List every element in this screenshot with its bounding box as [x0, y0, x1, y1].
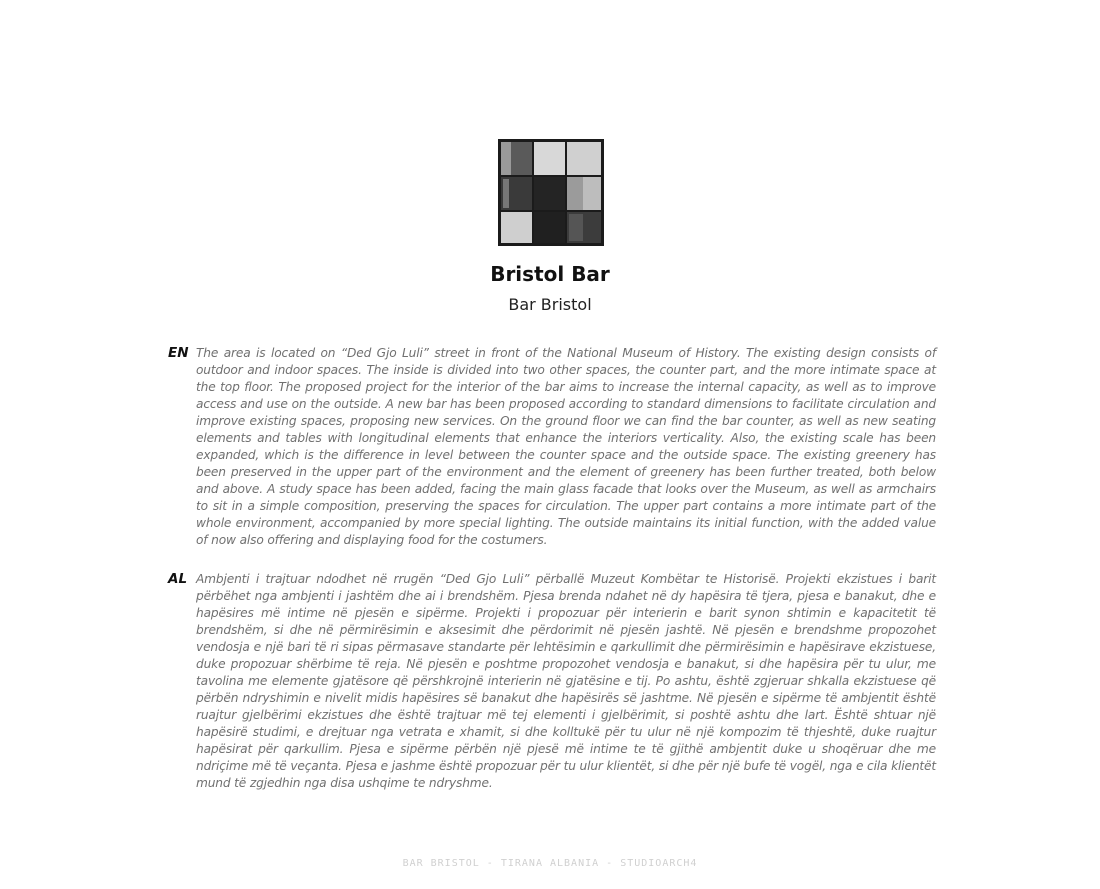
bristol-bar-logo-icon [498, 139, 604, 246]
footer-caption: BAR BRISTOL - TIRANA ALBANIA - STUDIOARCH4 [402, 858, 698, 869]
albanian-section [168, 571, 936, 792]
english-section [168, 345, 936, 549]
page-subtitle: Bar Bristol [508, 295, 592, 314]
language-code-al: AL [168, 571, 188, 587]
language-code-en: EN [168, 345, 189, 361]
page-title: Bristol Bar [490, 262, 610, 286]
albanian-description: Ambjenti i trajtuar ndodhet në rrugën “Ded Gjo Luli” përballë Muzeut Kombëtar te Historisë. Projekti ekzistues i barit përbëhet nga ambjenti i jashtëm dhe ai i brendshëm. Pjesa brenda ndahet në dy hapësira të tjera, pjesa e banakut, dhe e hapësires më intime në pjesën e sipërme. Projekti i propozuar për interierin e barit synon shtimin e kapacitetit të brendshëm, si dhe në përmirësimin e aksesimit dhe përdorimit në pjesën jashtë. Në pjesën e brendshme propozohet vendosja e një bari të ri sipas përmasave standarte për lehtësimin e qarkullimit dhe përmirësimin e hapësirave ekzistuese, duke propozuar shërbime të reja. Në pjesën e poshtme propozohet vendosja e banakut, si dhe hapësira për tu ulur, me tavolina me elemente gjatësore që përshkrojnë interierin në gjatësine e tij. Po ashtu, është zgjeruar shkalla ekzistuese që përbën ndryshimin e nivelit midis hapësires së banakut dhe hapësirës së jashtme. Në pjesën e sipërme të ambjentit është ruajtur gjelbërimi ekzistues dhe është trajtuar më tej elementi i gjelbërimit, si poshtë ashtu dhe lart. Është shtuar një hapësirë studimi, e drejtuar nga vetrata e xhamit, si dhe kolltukë për tu ulur në një kompozim të thjeshtë, duke ruajtur hapësirat për qarkullim. Pjesa e sipërme përbën një pjesë më intime te të gjithë ambjentit duke u shoqëruar dhe me ndriçime më të veçanta. Pjesa e jashme është propozuar për tu ulur klientët, si dhe për një bufe të vogël, nga e cila klientët mund të zgjedhin nga disa ushqime te ndryshme. [196, 572, 936, 790]
logo-grid [498, 139, 604, 246]
english-description: The area is located on “Ded Gjo Luli” street in front of the National Museum of History. The existing design consists of outdoor and indoor spaces. The inside is divided into two other spaces, the counter part, and the more intimate space at the top floor. The proposed project for the interior of the bar aims to increase the internal capacity, as well as to improve access and use on the outside. A new bar has been proposed according to standard dimensions to facilitate circulation and improve existing spaces, proposing new services. On the ground floor we can find the bar counter, as well as new seating elements and tables with longitudinal elements that enhance the interiors verticality. Also, the existing scale has been expanded, which is the difference in level between the counter space and the outside space. The existing greenery has been preserved in the upper part of the environment and the element of greenery has been further treated, both below and above. A study space has been added, facing the main glass facade that looks over the Museum, as well as armchairs to sit in a simple composition, preserving the spaces for circulation. The upper part contains a more intimate part of the whole environment, accompanied by more special lighting. The outside maintains its initial function, with the added value of now also offering and displaying food for the costumers. [196, 346, 936, 547]
